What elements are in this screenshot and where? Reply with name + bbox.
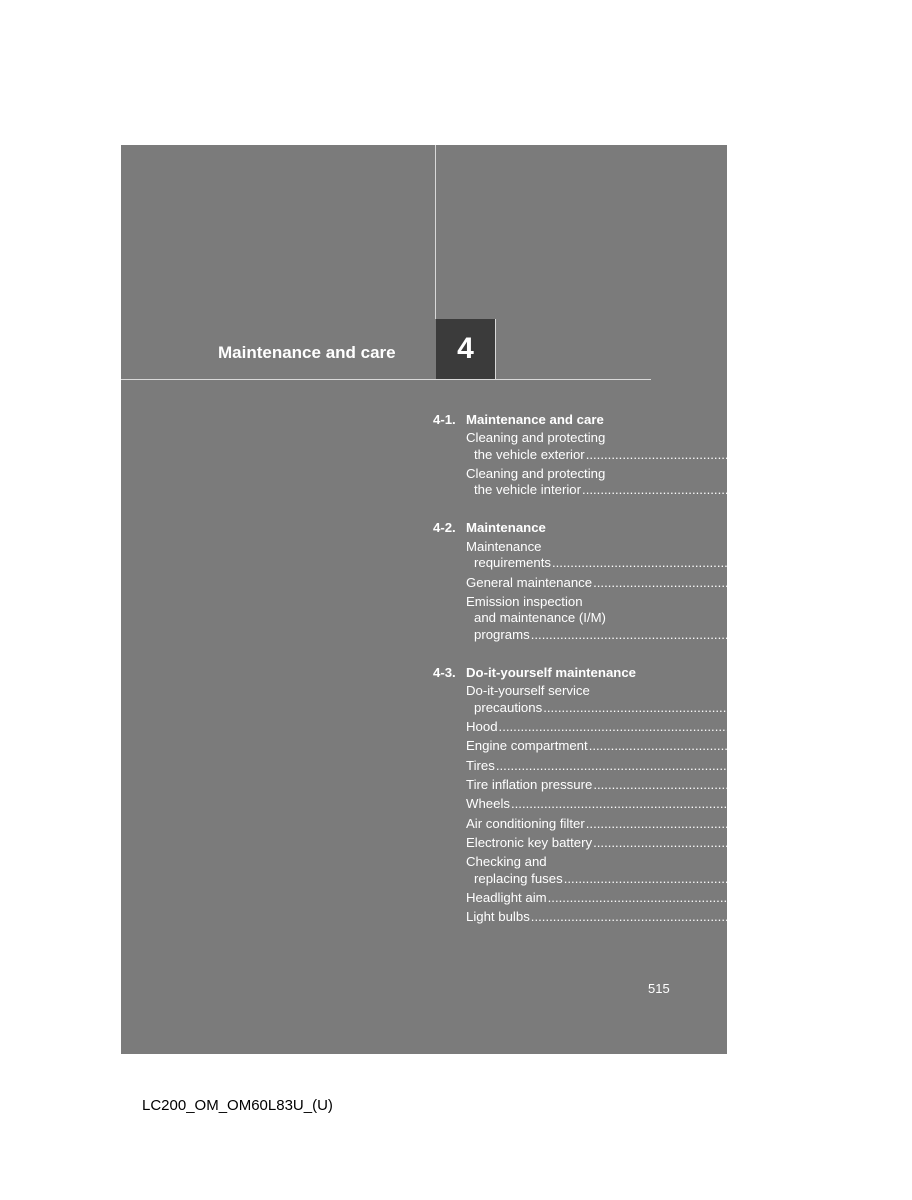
toc-entry-text: Wheels	[466, 796, 510, 812]
toc-page-number: 519	[879, 482, 902, 498]
toc-entry[interactable]	[433, 834, 912, 852]
toc-page-number: 525	[890, 574, 912, 590]
vertical-divider	[435, 145, 436, 319]
dot-leader: ................................................................................	[593, 777, 887, 793]
dot-leader: ................................................................................	[495, 757, 789, 773]
toc-page-number: 586	[827, 909, 850, 925]
page-number: 515	[648, 981, 670, 996]
section-title: Maintenance	[466, 520, 546, 536]
section-title: Maintenance and care	[466, 411, 604, 427]
toc-page-number: 584	[844, 890, 867, 906]
horizontal-divider	[121, 379, 651, 380]
toc-entry-text: the vehicle exterior	[474, 446, 585, 462]
section-title: Do-it-yourself maintenance	[466, 664, 637, 680]
toc-entry[interactable]	[433, 574, 912, 592]
toc-entry[interactable]	[433, 757, 815, 775]
toc-entry-text: Emission inspection	[466, 593, 583, 609]
dot-leader: ................................................................................	[530, 626, 824, 642]
toc-entry[interactable]	[433, 538, 872, 572]
dot-leader: ................................................................................	[563, 870, 857, 886]
toc-entry-text: Hood	[466, 719, 498, 735]
document-code: LC200_OM_OM60L83U_(U)	[142, 1097, 333, 1114]
dot-leader: ................................................................................	[530, 909, 824, 925]
dot-leader: ................................................................................	[543, 699, 837, 715]
toc-entry-text: Maintenance	[466, 538, 542, 554]
toc-entry-text: Air conditioning filter	[466, 815, 585, 831]
toc-entry-text: Tire inflation pressure	[466, 777, 593, 793]
section-number: 4-3.	[433, 664, 456, 680]
toc-section	[433, 517, 912, 644]
toc-entry[interactable]	[433, 815, 905, 833]
dot-leader: ................................................................................	[585, 815, 879, 831]
dot-leader: ................................................................................	[593, 834, 887, 850]
toc-entry[interactable]	[433, 465, 902, 499]
toc-entry[interactable]	[433, 909, 850, 926]
dot-leader: ................................................................................	[547, 890, 841, 906]
toc-section-heading[interactable]	[433, 408, 653, 430]
toc-page-number: 557	[890, 777, 912, 793]
toc-page-number: 533	[885, 738, 908, 754]
toc-entry-text: Cleaning and protecting	[466, 465, 606, 481]
toc-page-number: 561	[808, 796, 831, 812]
toc-entry-text: Light bulbs	[466, 909, 530, 925]
toc-entry-text: requirements	[474, 555, 551, 571]
toc-entry-text: Tires	[466, 757, 495, 773]
toc-section-heading[interactable]	[433, 661, 653, 683]
toc-entry-text: precautions	[474, 699, 543, 715]
toc-entry[interactable]	[433, 683, 863, 716]
toc-entry[interactable]	[433, 796, 831, 813]
dot-leader: ................................................................................	[510, 796, 805, 812]
toc-page-number: 564	[882, 815, 905, 831]
toc-entry[interactable]	[433, 719, 818, 736]
toc-entry-text: Cleaning and protecting	[466, 430, 606, 445]
chapter-number: 4	[457, 332, 474, 365]
toc-section	[433, 408, 905, 499]
toc-entry-text: Do-it-yourself service	[466, 683, 590, 699]
section-number: 4-1.	[433, 411, 456, 427]
toc-entry-text: and maintenance (I/M)	[474, 610, 606, 626]
toc-page-number: 522	[849, 555, 872, 571]
chapter-title: Maintenance and care	[218, 343, 396, 362]
toc-page-number: 532	[795, 719, 818, 735]
dot-leader: ................................................................................	[585, 446, 879, 462]
toc-entry[interactable]	[433, 854, 883, 887]
toc-entry-text: programs	[474, 626, 530, 642]
toc-page-number: 570	[860, 870, 883, 886]
toc-entry-text: Electronic key battery	[466, 834, 593, 850]
chapter-number-tab	[436, 319, 496, 379]
toc-page-number: 516	[882, 446, 905, 462]
toc-page-number: 548	[792, 757, 815, 773]
toc-entry[interactable]	[433, 738, 908, 755]
toc-entry-text: Engine compartment	[466, 738, 588, 754]
toc-entry-text: Headlight aim	[466, 890, 547, 906]
table-of-contents	[433, 408, 912, 944]
toc-entry[interactable]	[433, 777, 912, 794]
toc-entry[interactable]	[433, 890, 867, 907]
toc-entry[interactable]	[433, 430, 905, 463]
dot-leader: ................................................................................	[551, 555, 846, 571]
dot-leader: ................................................................................	[582, 482, 876, 498]
toc-page-number: 529	[840, 699, 863, 715]
toc-entry[interactable]	[433, 593, 850, 644]
toc-section-heading[interactable]	[433, 517, 653, 539]
section-number: 4-2.	[433, 520, 456, 536]
toc-section	[433, 661, 912, 925]
toc-page-number: 567	[890, 834, 912, 850]
dot-leader: ................................................................................	[593, 574, 887, 590]
dot-leader: ................................................................................	[498, 719, 792, 735]
toc-page-number: 528	[827, 626, 850, 642]
toc-entry-text: the vehicle interior	[474, 482, 582, 498]
toc-entry-text: replacing fuses	[474, 870, 563, 886]
dot-leader: ................................................................................	[588, 738, 882, 754]
toc-entry-text: Checking and	[466, 854, 547, 870]
toc-entry-text: General maintenance	[466, 574, 593, 590]
